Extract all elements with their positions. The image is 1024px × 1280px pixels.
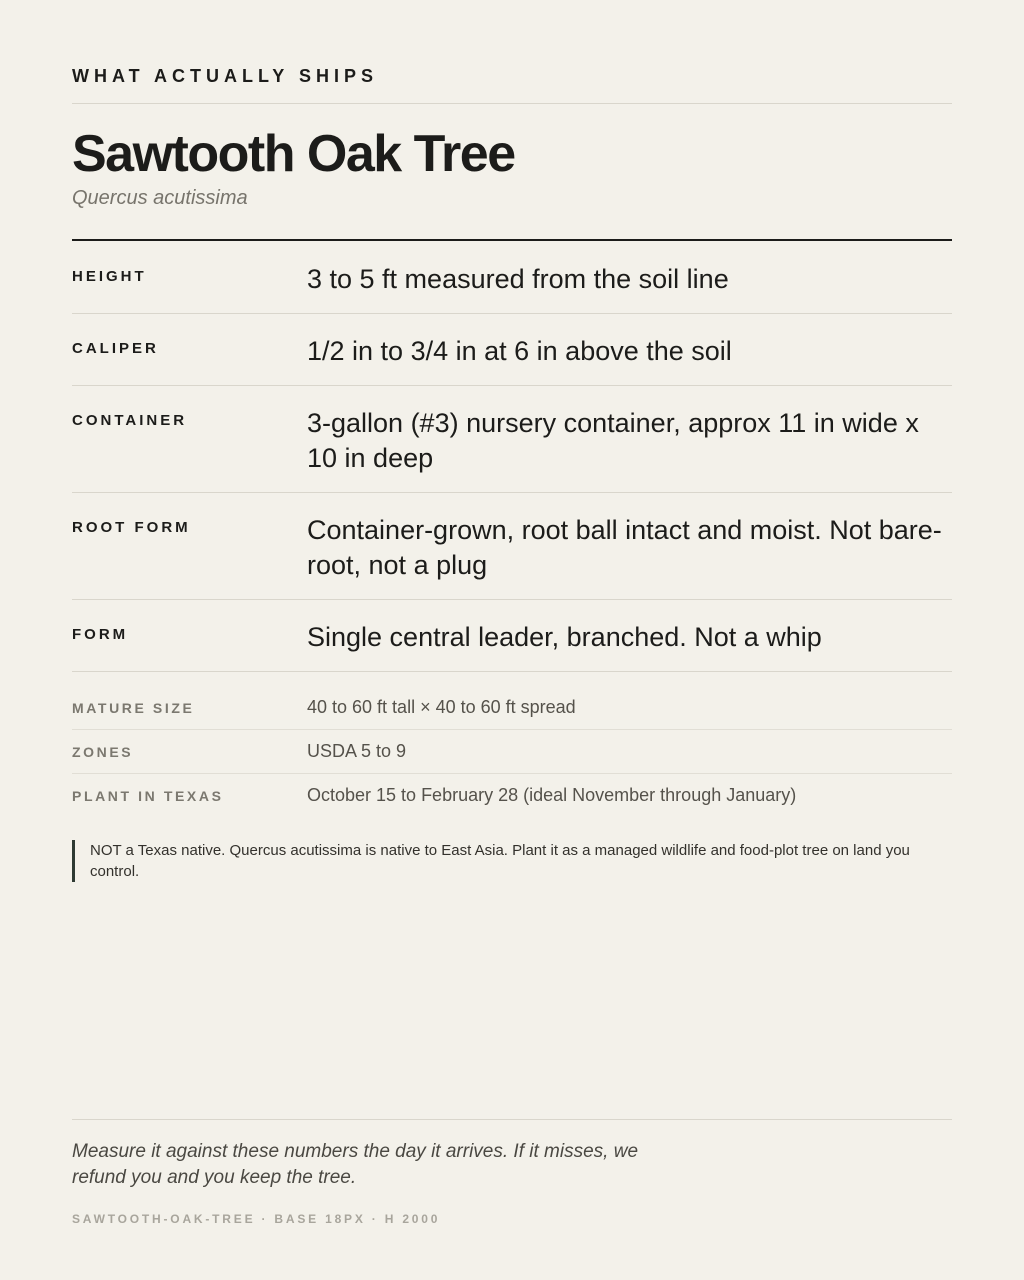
spec-label: HEIGHT bbox=[72, 268, 147, 285]
fact-value: October 15 to February 28 (ideal November through January) bbox=[307, 785, 797, 805]
fact-value: USDA 5 to 9 bbox=[307, 741, 407, 761]
spec-label: CALIPER bbox=[72, 340, 159, 357]
spec-row-form bbox=[72, 600, 952, 672]
spec-value: Single central leader, branched. Not a whip bbox=[307, 622, 822, 652]
spec-row-root-form bbox=[72, 493, 952, 600]
eyebrow-label: WHAT ACTUALLY SHIPS bbox=[72, 66, 379, 86]
spec-value: 3 to 5 ft measured from the soil line bbox=[307, 264, 729, 294]
fact-row-mature-size bbox=[72, 686, 952, 730]
spec-label: FORM bbox=[72, 626, 129, 643]
spec-table bbox=[72, 242, 952, 672]
title-divider bbox=[72, 239, 952, 241]
page-title: Sawtooth Oak Tree bbox=[72, 125, 515, 183]
top-divider bbox=[72, 103, 952, 104]
botanical-name: Quercus acutissima bbox=[72, 187, 248, 209]
spec-value: 3-gallon (#3) nursery container, approx 11 in wide x 10 in deep bbox=[307, 408, 919, 473]
footer-meta: SAWTOOTH-OAK-TREE · BASE 18PX · H 2000 bbox=[72, 1212, 441, 1226]
native-status-note: NOT a Texas native. Quercus acutissima is native to East Asia. Plant it as a managed wildlife and food-plot tree on land you control. bbox=[72, 840, 942, 882]
fact-row-plant-in-texas bbox=[72, 774, 952, 818]
spec-value: Container-grown, root ball intact and moist. Not bare-root, not a plug bbox=[307, 515, 942, 580]
fact-label: MATURE SIZE bbox=[72, 700, 195, 716]
fact-label: PLANT IN TEXAS bbox=[72, 788, 224, 804]
fact-label: ZONES bbox=[72, 744, 134, 760]
spec-row-caliper bbox=[72, 314, 952, 386]
fact-row-zones bbox=[72, 730, 952, 774]
footer-divider bbox=[72, 1119, 952, 1120]
spec-row-height bbox=[72, 242, 952, 314]
spec-row-container bbox=[72, 386, 952, 493]
spec-label: ROOT FORM bbox=[72, 519, 191, 536]
spec-label: CONTAINER bbox=[72, 412, 188, 429]
spec-value: 1/2 in to 3/4 in at 6 in above the soil bbox=[307, 336, 732, 366]
facts-table bbox=[72, 686, 952, 818]
fact-value: 40 to 60 ft tall × 40 to 60 ft spread bbox=[307, 697, 576, 717]
guarantee-text: Measure it against these numbers the day it arrives. If it misses, we refund you and you keep the tree. bbox=[72, 1141, 639, 1188]
